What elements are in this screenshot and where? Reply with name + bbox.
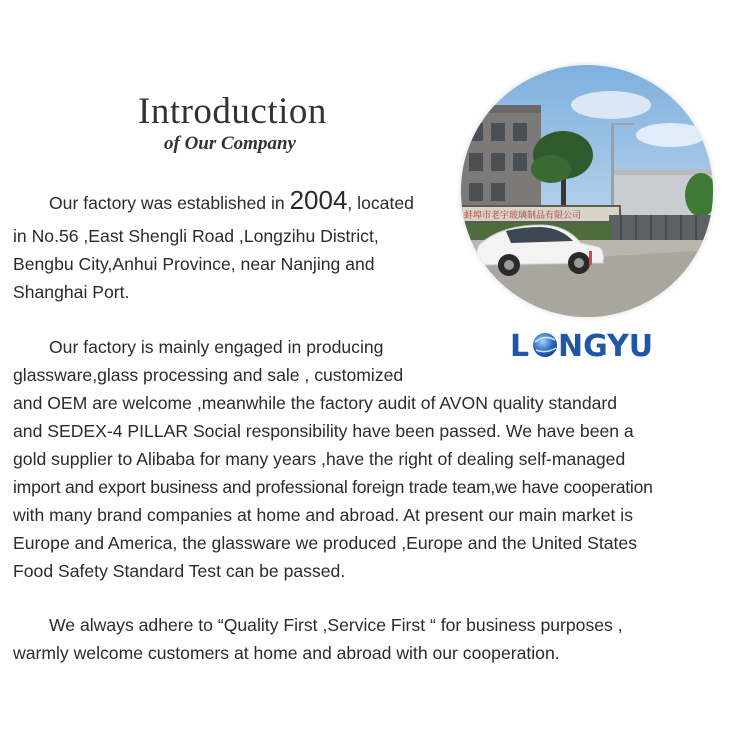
- p1-line-1-text: Our factory was established in: [49, 193, 290, 213]
- p2-line-5: gold supplier to Alibaba for many years ,have the right of dealing self-managed: [13, 449, 626, 469]
- p1-line-1-tail: , located: [347, 193, 414, 213]
- p1-line-2: in No.56 ,East Shengli Road ,Longzihu District,: [13, 226, 379, 246]
- p2-line-9: Food Safety Standard Test can be passed.: [13, 561, 346, 581]
- p2-line-3: and OEM are welcome ,meanwhile the factory audit of AVON quality standard: [13, 393, 618, 413]
- logo-text: NGYU: [558, 329, 654, 364]
- logo-letter-l: L: [510, 329, 530, 364]
- page-subtitle: of Our Company: [164, 133, 296, 154]
- p2-line-1-text: Our factory is mainly engaged in producing: [49, 337, 384, 357]
- page-title: Introduction: [138, 91, 327, 132]
- p2-line-8: Europe and America, the glassware we produced ,Europe and the United States: [13, 533, 637, 553]
- p1-line-4: Shanghai Port.: [13, 282, 130, 302]
- factory-photo: [461, 65, 713, 317]
- p2-line-2: glassware,glass processing and sale , customized: [13, 365, 404, 385]
- p2-line-1: [13, 333, 383, 361]
- p2-line-6: import and export business and professional foreign trade team,we have cooperation: [13, 477, 653, 497]
- p3-line-1-text: We always adhere to “Quality First ,Service First “ for business purposes ,: [49, 615, 623, 635]
- p1-line-3: Bengbu City,Anhui Province, near Nanjing and: [13, 254, 375, 274]
- p1-line-1: [13, 186, 414, 217]
- p2-line-7: with many brand companies at home and abroad. At present our main market is: [13, 505, 634, 525]
- longyu-logo: [510, 322, 660, 366]
- p2-line-4: and SEDEX-4 PILLAR Social responsibility have been passed. We have been a: [13, 421, 634, 441]
- p3-line-1: [13, 611, 623, 639]
- founding-year: 2004: [289, 185, 348, 215]
- company-sign-text: 蚌埠市老宇玻璃制品有限公司: [464, 211, 582, 221]
- globe-icon: [533, 333, 557, 357]
- p3-line-2: warmly welcome customers at home and abroad with our cooperation.: [13, 643, 560, 663]
